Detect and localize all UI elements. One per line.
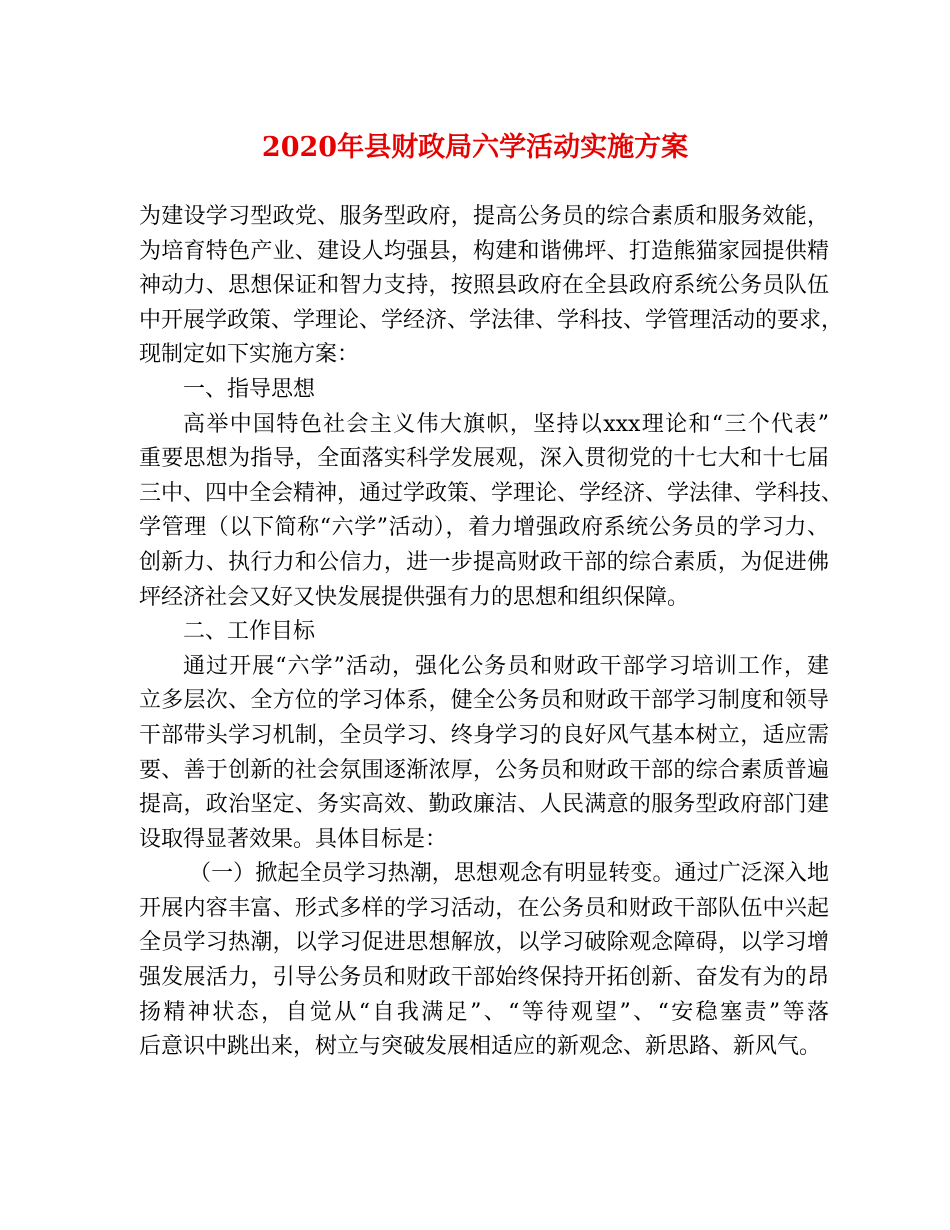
body-line: 中开展学政策、学理论、学经济、学法律、学科技、学管理活动的要求， <box>139 307 844 333</box>
body-line: 立多层次、全方位的学习体系，健全公务员和财政干部学习制度和领导 <box>139 688 829 714</box>
body-line: 重要思想为指导，全面落实科学发展观，深入贯彻党的十七大和十七届 <box>139 446 829 472</box>
section-heading-guiding-thought: 一、指导思想 <box>183 376 316 402</box>
body-line: 干部带头学习机制，全员学习、终身学习的良好风气基本树立，适应需 <box>139 722 829 748</box>
document-title: 2020年县财政局六学活动实施方案 <box>261 132 689 163</box>
body-line: 扬精神状态，自觉从“自我满足”、“等待观望”、“安稳塞责”等落 <box>139 999 829 1025</box>
body-line: 神动力、思想保证和智力支持，按照县政府在全县政府系统公务员队伍 <box>139 273 829 299</box>
body-line: 要、善于创新的社会氛围逐渐浓厚，公务员和财政干部的综合素质普遍 <box>139 757 829 783</box>
document-body <box>139 200 844 1065</box>
body-line: 现制定如下实施方案： <box>139 342 360 368</box>
body-line: 高举中国特色社会主义伟大旗帜，坚持以xxx理论和“三个代表” <box>183 411 829 437</box>
body-line: 为培育特色产业、建设人均强县，构建和谐佛坪、打造熊猫家园提供精 <box>139 238 829 264</box>
body-line: 通过开展“六学”活动，强化公务员和财政干部学习培训工作，建 <box>183 653 829 679</box>
body-line: 设取得显著效果。具体目标是： <box>139 826 448 852</box>
body-line: （一）掀起全员学习热潮，思想观念有明显转变。通过广泛深入地 <box>189 861 829 887</box>
body-line: 后意识中跳出来，树立与突破发展相适应的新观念、新思路、新风气。 <box>139 1034 822 1060</box>
body-line: 学管理（以下简称“六学”活动），着力增强政府系统公务员的学习力、 <box>139 515 829 541</box>
body-line: 开展内容丰富、形式多样的学习活动，在公务员和财政干部队伍中兴起 <box>139 895 829 921</box>
body-line: 三中、四中全会精神，通过学政策、学理论、学经济、学法律、学科技、 <box>139 480 844 506</box>
section-heading-work-goals: 二、工作目标 <box>183 619 316 645</box>
body-line: 提高，政治坚定、务实高效、勤政廉洁、人民满意的服务型政府部门建 <box>139 792 829 818</box>
body-line: 为建设学习型政党、服务型政府，提高公务员的综合素质和服务效能， <box>139 204 829 229</box>
body-line: 强发展活力，引导公务员和财政干部始终保持开拓创新、奋发有为的昂 <box>139 965 829 991</box>
body-line: 全员学习热潮，以学习促进思想解放，以学习破除观念障碍，以学习增 <box>139 930 829 956</box>
body-line: 创新力、执行力和公信力，进一步提高财政干部的综合素质，为促进佛 <box>139 549 829 575</box>
body-line: 坪经济社会又好又快发展提供强有力的思想和组织保障。 <box>139 584 690 610</box>
